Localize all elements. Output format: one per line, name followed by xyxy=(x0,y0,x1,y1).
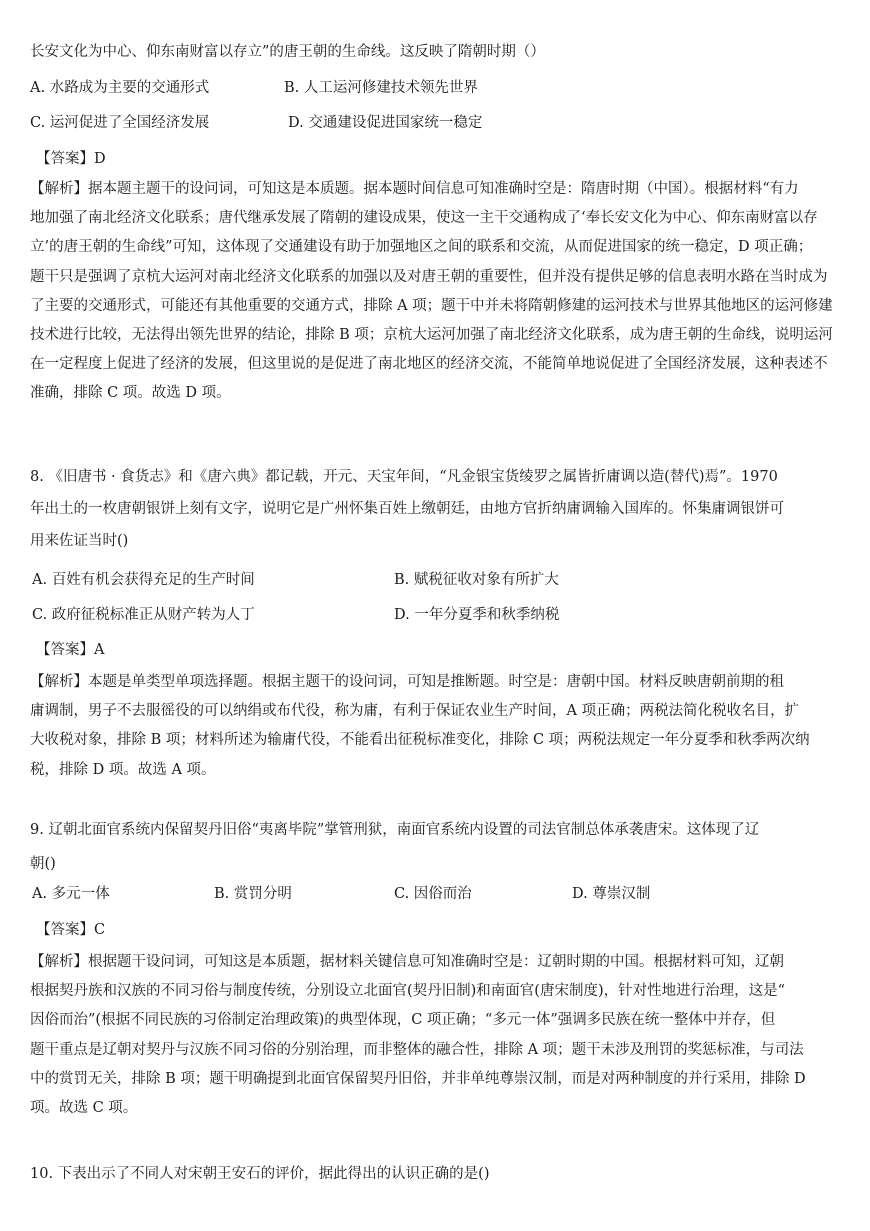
stem-line: 9. 辽朝北面官系统内保留契丹旧俗“夷离毕院”掌管刑狱，南面官系统内设置的司法官制总体承袭唐宋。这体现了辽 xyxy=(30,822,760,838)
analysis-line: 因俗而治”(根据不同民族的习俗制定治理政策)的典型体现，C 项正确；“多元一体”强调多民族在统一整体中并存，但 xyxy=(30,1012,776,1029)
question-9-stem xyxy=(30,813,842,881)
stem-line: 用来佐证当时() xyxy=(30,533,129,549)
analysis-line: 【解析】本题是单类型单项选择题。根据主题干的设问词，可知是推断题。时空是：唐朝中国。材料反映唐朝前期的租 xyxy=(30,674,784,690)
analysis-line: 大收税对象，排除 B 项；材料所述为输庸代役，不能看出征税标准变化，排除 C 项；两税法规定一年分夏季和秋季两次纳 xyxy=(30,732,810,749)
analysis-line: 立’的唐王朝的生命线”可知，这体现了交通建设有助于加强地区之间的联系和交流，从而促进国家的统一稳定，D 项正确； xyxy=(30,239,813,256)
question-8-stem xyxy=(30,461,842,557)
question-7-option-d: D. 交通建设促进国家统一稳定 xyxy=(288,115,483,131)
analysis-line: 技术进行比较，无法得出领先世界的结论，排除 B 项；京杭大运河加强了南北经济文化联系，成为唐王朝的生命线，说明运河 xyxy=(30,326,833,343)
question-10-stem: 10. 下表出示了不同人对宋朝王安石的评价，据此得出的认识正确的是() xyxy=(30,1166,490,1182)
stem-line: 年出土的一枚唐朝银饼上刻有文字，说明它是广州怀集百姓上缴朝廷，由地方官折纳庸调输入国库的。怀集庸调银饼可 xyxy=(30,501,784,517)
analysis-line: 项。故选 C 项。 xyxy=(30,1099,138,1116)
analysis-line: 了主要的交通形式，可能还有其他重要的交通方式，排除 A 项；题干中并未将隋朝修建的运河技术与世界其他地区的运河修建 xyxy=(30,297,833,314)
question-7-option-a: A. 水路成为主要的交通形式 xyxy=(30,80,210,96)
question-8-option-d: D. 一年分夏季和秋季纳税 xyxy=(394,607,560,623)
question-7-stem-tail: 长安文化为中心、仰东南财富以存立”的唐王朝的生命线。这反映了隋朝时期（） xyxy=(30,44,545,60)
question-8-option-b: B. 赋税征收对象有所扩大 xyxy=(394,572,559,588)
question-7-option-b: B. 人工运河修建技术领先世界 xyxy=(284,80,478,96)
analysis-line: 税，排除 D 项。故选 A 项。 xyxy=(30,761,216,778)
analysis-line: 题干重点是辽朝对契丹与汉族不同习俗的分别治理，而非整体的融合性，排除 A 项；题干未涉及刑罚的奖惩标准，与司法 xyxy=(30,1041,804,1058)
question-9-option-a: A. 多元一体 xyxy=(32,886,110,902)
question-7-analysis xyxy=(30,175,842,409)
question-7-answer: 【答案】D xyxy=(36,151,106,167)
analysis-line: 庸调制，男子不去服徭役的可以纳绢或布代役，称为庸，有利于保证农业生产时间，A 项正确；两税法简化税收名目，扩 xyxy=(30,703,800,720)
analysis-line: 【解析】据本题主题干的设问词，可知这是本质题。据本题时间信息可知准确时空是：隋唐时期（中国）。根据材料“有力 xyxy=(30,181,799,197)
question-9-analysis xyxy=(30,948,842,1123)
stem-line: 8. 《旧唐书 · 食货志》和《唐六典》都记载，开元、天宝年间，“凡金银宝货绫罗之属皆折庸调以造(替代)焉”。1970 xyxy=(30,469,778,485)
question-9-answer: 【答案】C xyxy=(36,922,106,938)
question-8-option-c: C. 政府征税标准正从财产转为人丁 xyxy=(32,607,255,623)
question-9-option-c: C. 因俗而治 xyxy=(394,886,472,902)
stem-line: 朝() xyxy=(30,856,56,872)
analysis-line: 题干只是强调了京杭大运河对南北经济文化联系的加强以及对唐王朝的重要性，但并没有提供足够的信息表明水路在当时成为 xyxy=(30,268,828,285)
question-8-answer: 【答案】A xyxy=(36,642,105,658)
question-9-option-d: D. 尊崇汉制 xyxy=(572,886,651,902)
analysis-line: 【解析】根据题干设问词，可知这是本质题，据材料关键信息可知准确时空是：辽朝时期的中国。根据材料可知，辽朝 xyxy=(30,954,784,970)
question-8-analysis xyxy=(30,668,842,785)
analysis-line: 中的赏罚无关，排除 B 项；题干明确提到北面官保留契丹旧俗，并非单纯尊崇汉制，而是对两种制度的并行采用，排除 D xyxy=(30,1070,806,1087)
question-9-option-b: B. 赏罚分明 xyxy=(214,886,292,902)
question-8-option-a: A. 百姓有机会获得充足的生产时间 xyxy=(32,572,255,588)
analysis-line: 在一定程度上促进了经济的发展，但这里说的是促进了南北地区的经济交流，不能简单地说促进了全国经济发展，这种表述不 xyxy=(30,356,828,373)
analysis-line: 根据契丹族和汉族的不同习俗与制度传统，分别设立北面官(契丹旧制)和南面官(唐宋制度)，针对性地进行治理，这是“ xyxy=(30,983,786,1000)
question-7-option-c: C. 运河促进了全国经济发展 xyxy=(30,115,210,131)
analysis-line: 准确，排除 C 项。故选 D 项。 xyxy=(30,385,231,402)
analysis-line: 地加强了南北经济文化联系；唐代继承发展了隋朝的建设成果，使这一主干交通构成了‘奉长安文化为中心、仰东南财富以存 xyxy=(30,210,818,227)
